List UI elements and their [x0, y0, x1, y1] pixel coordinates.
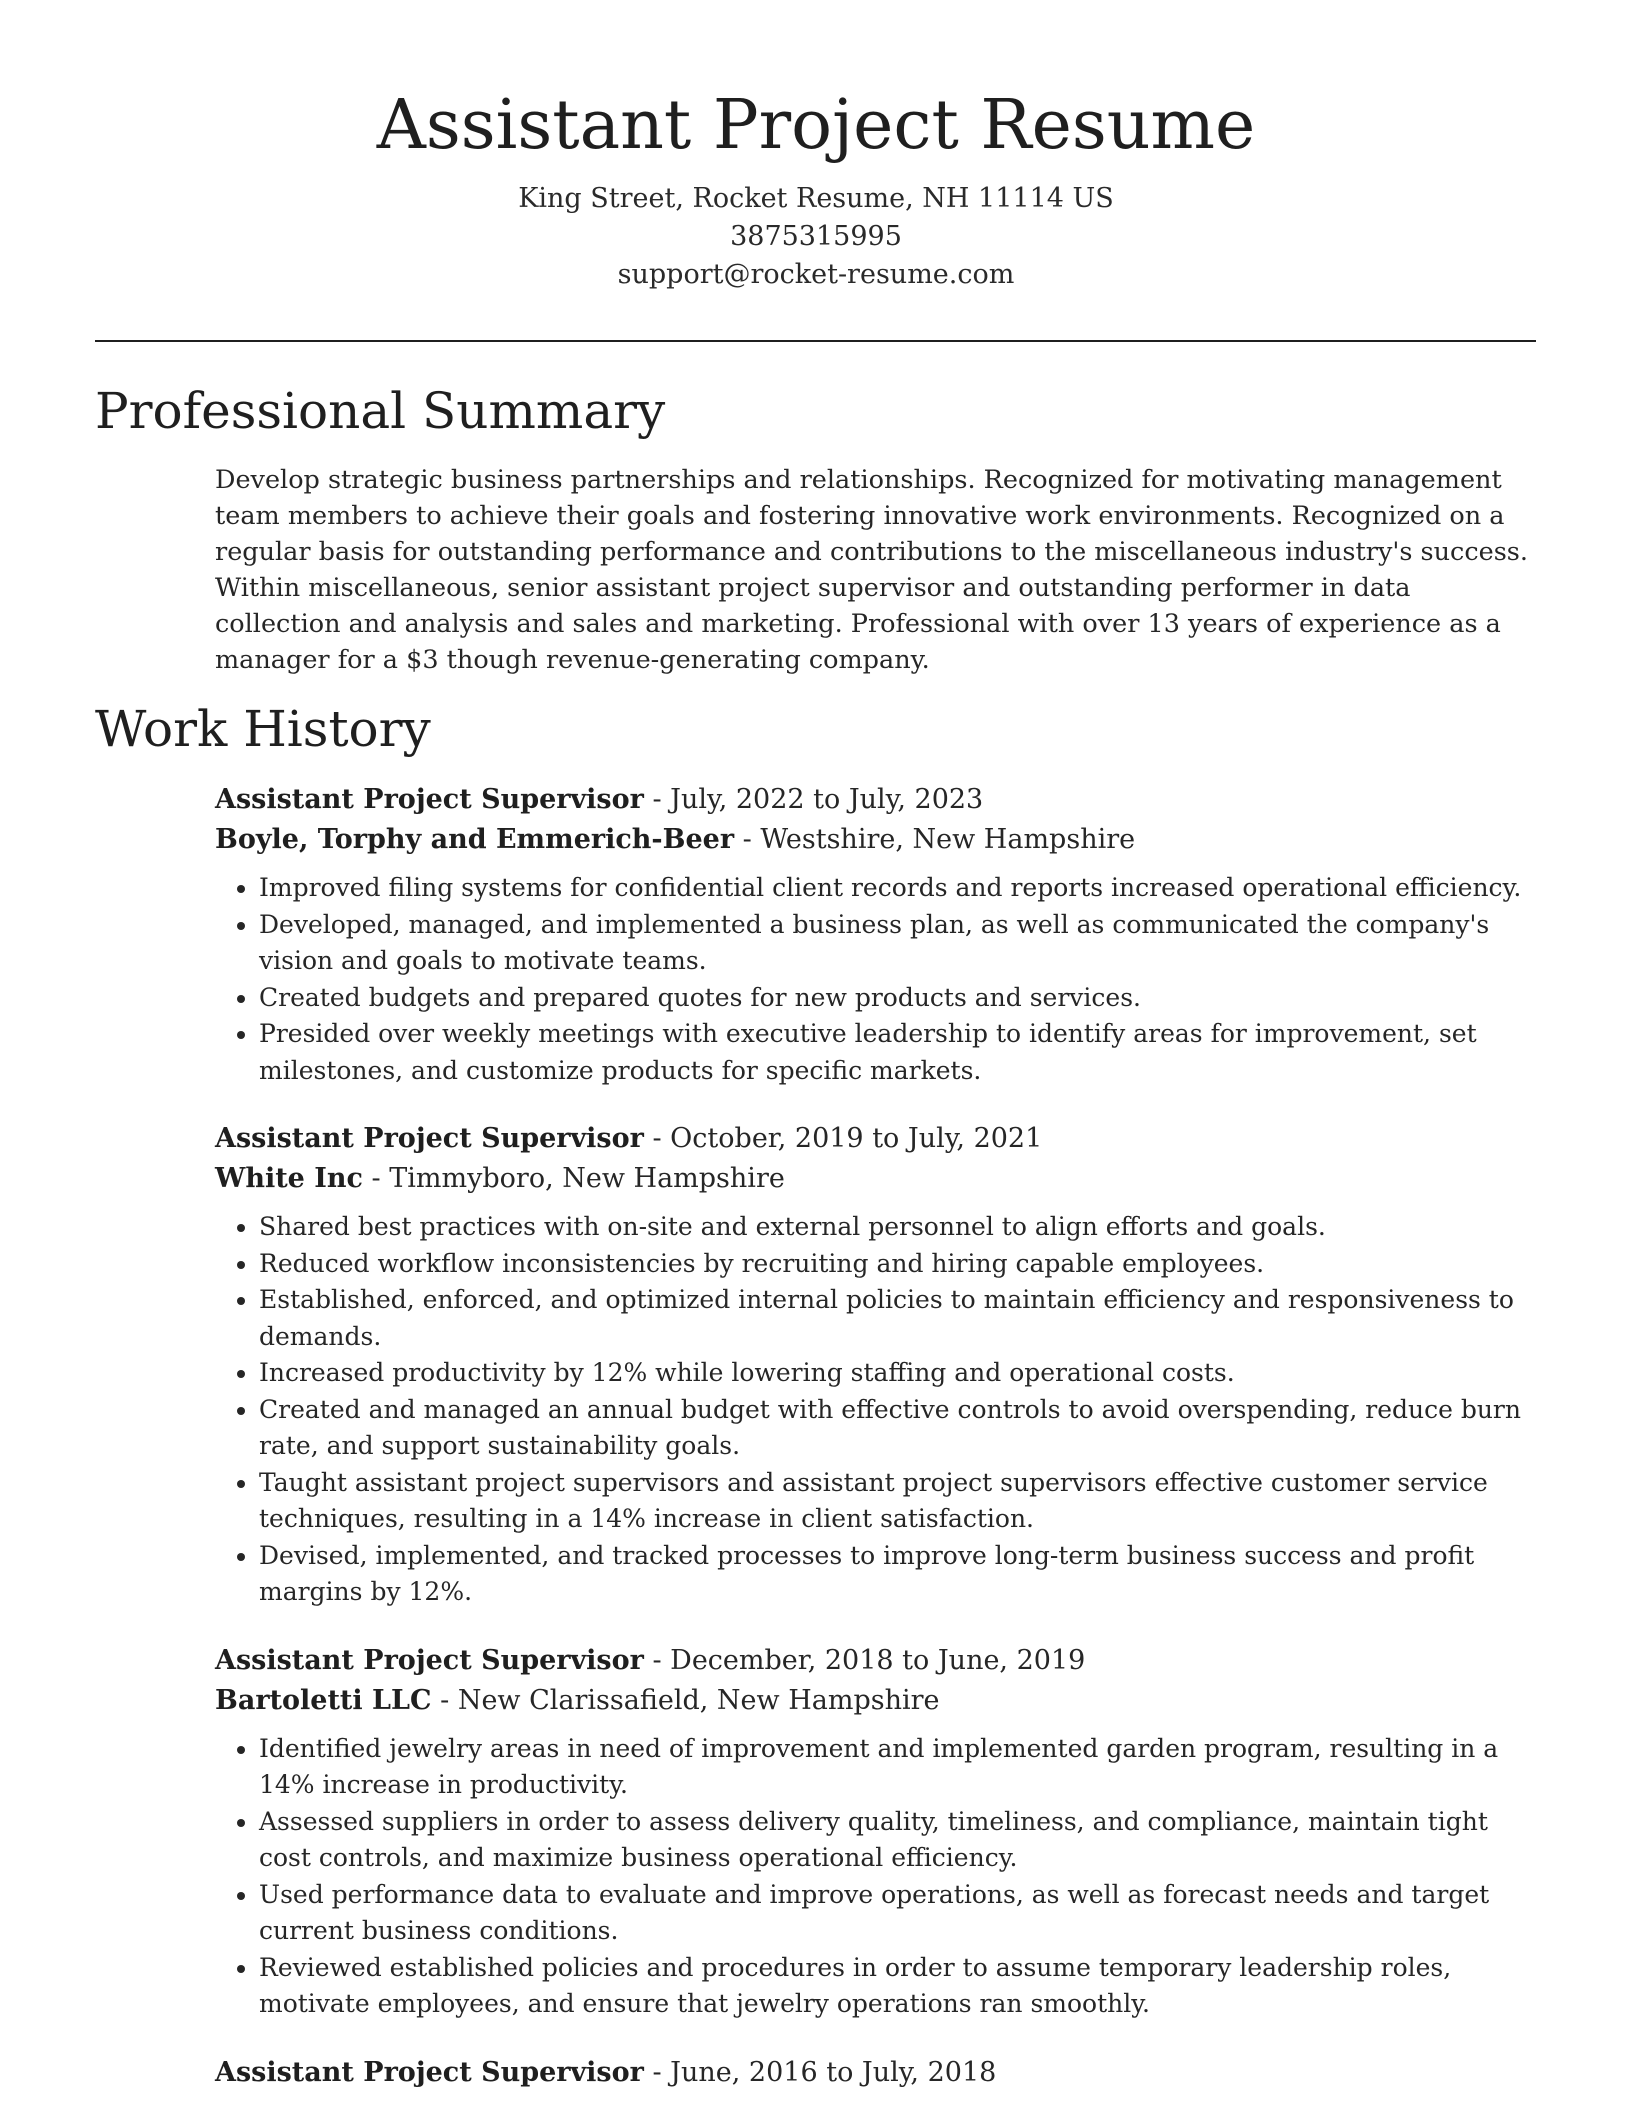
resume-name: Assistant Project Resume	[376, 86, 1256, 165]
job-bullets	[215, 1209, 1540, 1611]
job-title: Assistant Project Supervisor	[215, 2056, 644, 2088]
job-bullet: • Assessed suppliers in order to assess delivery quality, timeliness, and compliance, maintain tight cost controls, and maximize business operational efficiency.	[259, 1804, 1540, 1877]
job-company-line	[215, 1159, 1540, 1199]
job-bullet: • Increased productivity by 12% while lowering staffing and operational costs.	[259, 1355, 1540, 1392]
job-title-line	[215, 780, 1540, 820]
contact-phone: 3875315995	[730, 221, 902, 252]
job-bullet: • Used performance data to evaluate and improve operations, as well as forecast needs and target current business conditions.	[259, 1877, 1540, 1950]
work-history-list	[215, 780, 1540, 2123]
job-bullet: • Taught assistant project supervisors and assistant project supervisors effective customer service techniques, resulting in a 14% increase in client satisfaction.	[259, 1465, 1540, 1538]
job-bullet: • Presided over weekly meetings with executive leadership to identify areas for improvement, set milestones, and customize products for specific markets.	[259, 1016, 1540, 1089]
job-title-line	[215, 1119, 1540, 1159]
job-entry	[215, 1119, 1540, 1611]
job-dates: July, 2022 to July, 2023	[670, 784, 984, 815]
job-separator: -	[362, 1163, 390, 1194]
contact-address: King Street, Rocket Resume, NH 11114 US	[518, 183, 1114, 214]
job-bullet: • Developed, managed, and implemented a business plan, as well as communicated the company's vision and goals to motivate teams.	[259, 907, 1540, 980]
job-separator: -	[734, 824, 761, 855]
job-separator: -	[643, 1123, 671, 1154]
job-title: Assistant Project Supervisor	[215, 784, 644, 815]
job-entry	[215, 2053, 1540, 2093]
job-location: Timmyboro, New Hampshire	[389, 1163, 785, 1194]
job-title: Assistant Project Supervisor	[215, 1644, 644, 1676]
job-title: Assistant Project Supervisor	[215, 1123, 644, 1154]
job-location: New Clarissafield, New Hampshire	[457, 1684, 940, 1716]
job-location: Westshire, New Hampshire	[760, 824, 1136, 855]
job-company: Bartoletti LLC	[215, 1684, 432, 1716]
job-bullet: • Reviewed established policies and procedures in order to assume temporary leadership roles, motivate employees, and ensure that jewelry operations ran smoothly.	[259, 1950, 1540, 2023]
job-dates: October, 2019 to July, 2021	[670, 1123, 1043, 1154]
section-title-summary: Professional Summary	[95, 382, 666, 440]
section-title-work-history: Work History	[95, 700, 431, 758]
job-separator: -	[643, 1644, 671, 1676]
job-bullet: • Created and managed an annual budget with effective controls to avoid overspending, reduce burn rate, and support sustainability goals.	[259, 1392, 1540, 1465]
job-bullet: • Reduced workflow inconsistencies by recruiting and hiring capable employees.	[259, 1246, 1540, 1283]
job-dates: June, 2016 to July, 2018	[670, 2056, 997, 2088]
header-divider	[95, 340, 1536, 342]
contact-block	[0, 180, 1632, 294]
job-dates: December, 2018 to June, 2019	[670, 1644, 1086, 1676]
job-bullet: • Shared best practices with on-site and external personnel to align efforts and goals.	[259, 1209, 1540, 1246]
job-title-line	[215, 1641, 1540, 1681]
job-separator: -	[643, 2056, 671, 2088]
job-bullet: • Created budgets and prepared quotes for new products and services.	[259, 980, 1540, 1017]
job-entry	[215, 780, 1540, 1089]
job-title-line	[215, 2053, 1540, 2093]
job-company: White Inc	[215, 1163, 363, 1194]
resume-header	[0, 0, 1632, 294]
job-bullets	[215, 870, 1540, 1089]
summary-text: Develop strategic business partnerships and relationships. Recognized for motivating management team members to achieve their goals and fostering innovative work environments. Recognized on a regular basis for outstanding performance and contributions to the miscellaneous industry's success. Within miscellaneous, senior assistant project supervisor and outstanding performer in data collection and analysis and sales and marketing. Professional with over 13 years of experience as a manager for a $3 though revenue-generating company.	[215, 465, 1528, 675]
job-bullet: • Devised, implemented, and tracked processes to improve long-term business success and profit margins by 12%.	[259, 1538, 1540, 1611]
job-company-line	[215, 820, 1540, 860]
job-company-line	[215, 1681, 1540, 1721]
job-bullets	[215, 1731, 1540, 2023]
job-bullet: • Improved filing systems for confidential client records and reports increased operational efficiency.	[259, 870, 1540, 907]
job-bullet: • Established, enforced, and optimized internal policies to maintain efficiency and responsiveness to demands.	[259, 1282, 1540, 1355]
job-entry	[215, 1641, 1540, 2023]
contact-email: support@rocket-resume.com	[617, 259, 1015, 290]
job-separator: -	[431, 1684, 458, 1716]
job-separator: -	[643, 784, 671, 815]
job-company: Boyle, Torphy and Emmerich-Beer	[215, 824, 735, 855]
job-bullet: • Identified jewelry areas in need of improvement and implemented garden program, resulting in a 14% increase in productivity.	[259, 1731, 1540, 1804]
